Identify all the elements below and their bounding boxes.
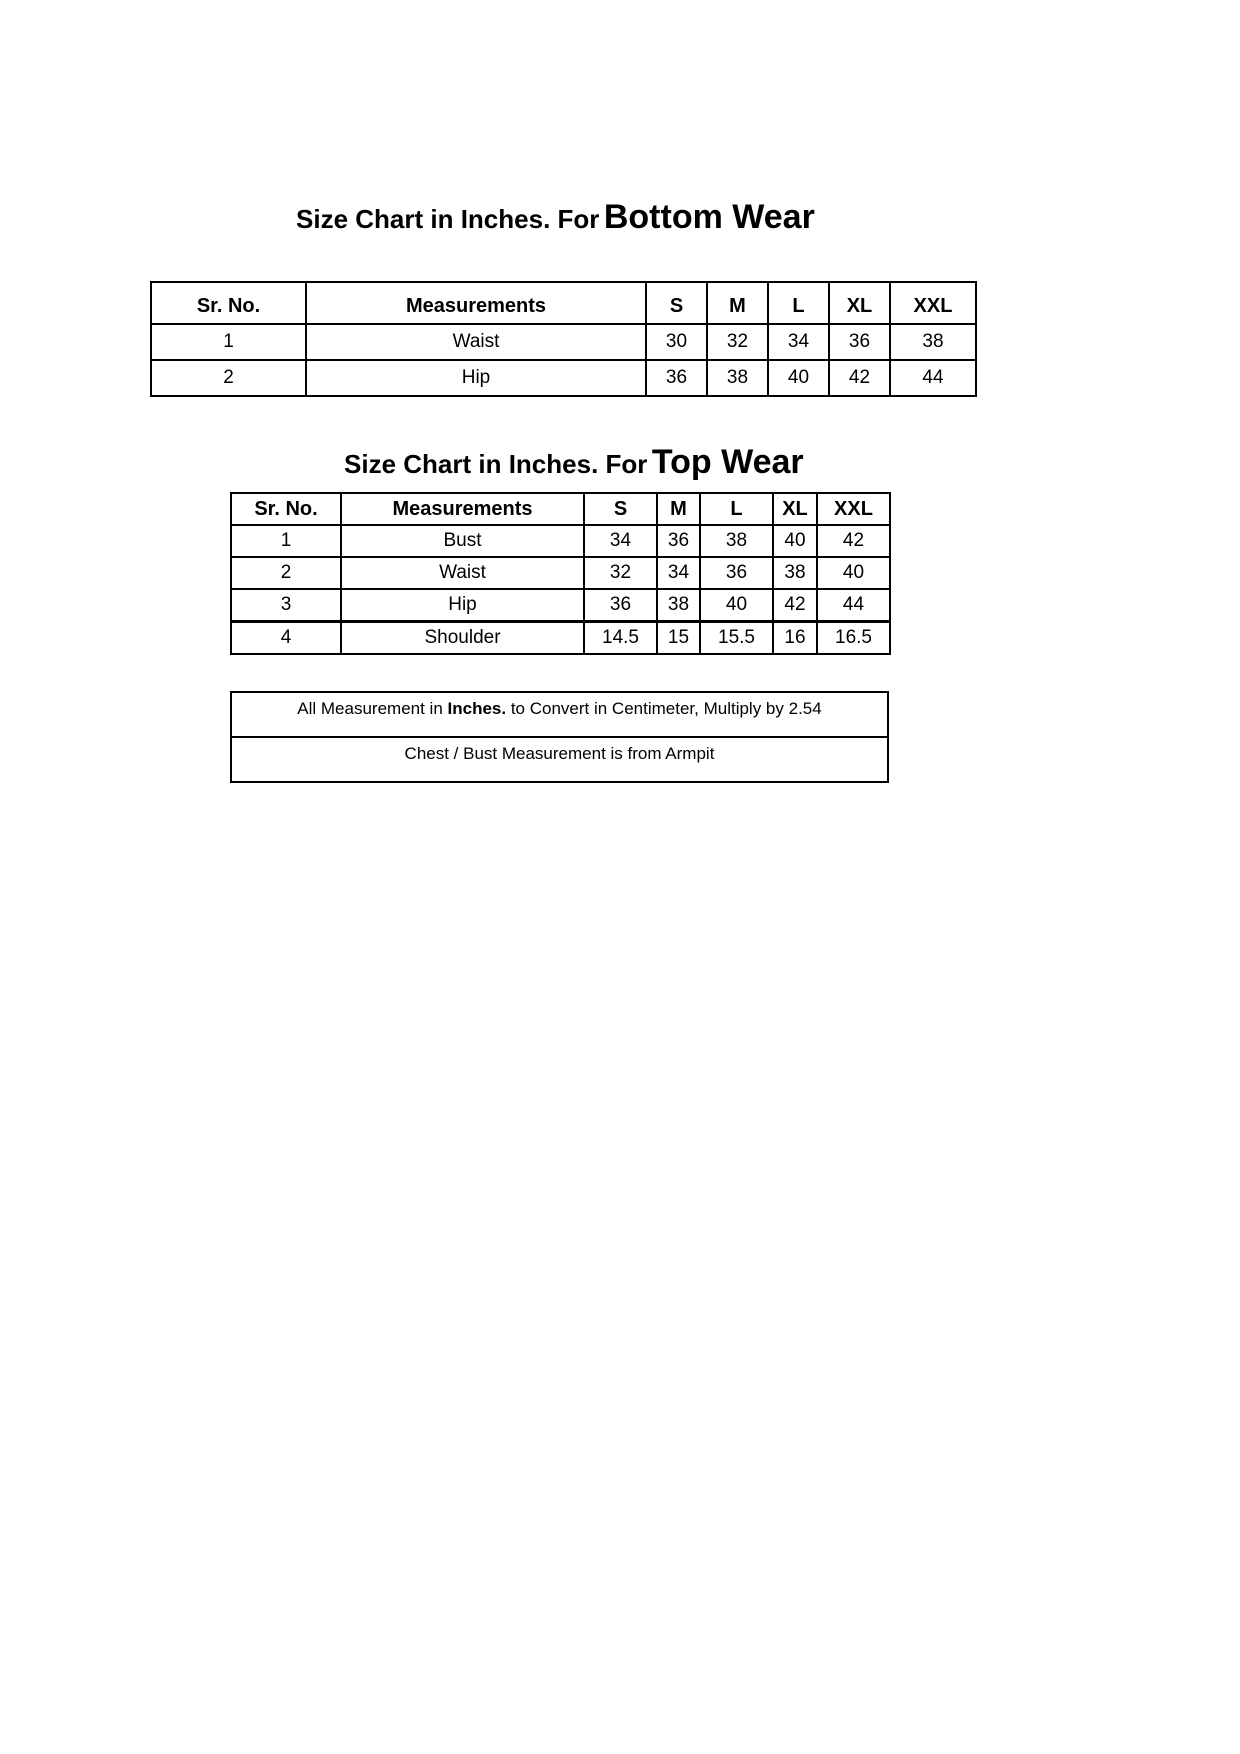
cell-size-l: 36: [700, 557, 773, 589]
bottom-wear-title: [296, 198, 1240, 237]
cell-size-l: 40: [768, 360, 829, 396]
cell-sr-no: 2: [151, 360, 306, 396]
cell-size-xl: 42: [773, 589, 817, 622]
cell-sr-no: 4: [231, 622, 341, 655]
cell-size-s: 14.5: [584, 622, 657, 655]
top-wear-title: [344, 443, 1240, 482]
header-size-xl: XL: [829, 282, 890, 324]
header-size-l: L: [700, 493, 773, 525]
header-sr-no: Sr. No.: [151, 282, 306, 324]
cell-size-m: 38: [707, 360, 768, 396]
cell-size-xl: 38: [773, 557, 817, 589]
cell-size-l: 34: [768, 324, 829, 360]
header-size-s: S: [646, 282, 707, 324]
cell-sr-no: 1: [231, 525, 341, 557]
cell-sr-no: 1: [151, 324, 306, 360]
bottom-wear-title-emphasis: Bottom Wear: [603, 198, 815, 236]
cell-measurement: Waist: [306, 324, 646, 360]
conversion-note-after: to Convert in Centimeter, Multiply by 2.54: [506, 699, 822, 718]
cell-measurement: Waist: [341, 557, 584, 589]
cell-size-l: 40: [700, 589, 773, 622]
table-row: [231, 622, 890, 655]
cell-size-s: 36: [646, 360, 707, 396]
cell-size-m: 32: [707, 324, 768, 360]
table-row: [231, 589, 890, 622]
header-size-s: S: [584, 493, 657, 525]
cell-size-xxl: 44: [890, 360, 976, 396]
cell-size-xxl: 42: [817, 525, 890, 557]
table-header-row: [151, 282, 976, 324]
cell-size-m: 15: [657, 622, 700, 655]
table-row: [231, 525, 890, 557]
table-header-row: [231, 493, 890, 525]
top-wear-title-prefix: Size Chart in Inches. For: [344, 449, 648, 479]
conversion-note-unit: Inches.: [447, 699, 507, 718]
cell-measurement: Shoulder: [341, 622, 584, 655]
bust-measurement-note: Chest / Bust Measurement is from Armpit: [231, 737, 888, 782]
cell-size-xxl: 16.5: [817, 622, 890, 655]
header-size-m: M: [657, 493, 700, 525]
cell-size-xl: 40: [773, 525, 817, 557]
cell-sr-no: 2: [231, 557, 341, 589]
header-measurements: Measurements: [306, 282, 646, 324]
note-row: [231, 737, 888, 782]
cell-measurement: Bust: [341, 525, 584, 557]
cell-measurement: Hip: [341, 589, 584, 622]
cell-size-s: 36: [584, 589, 657, 622]
cell-size-xl: 36: [829, 324, 890, 360]
cell-size-xxl: 38: [890, 324, 976, 360]
cell-size-xxl: 40: [817, 557, 890, 589]
cell-size-xxl: 44: [817, 589, 890, 622]
cell-size-xl: 42: [829, 360, 890, 396]
cell-size-xl: 16: [773, 622, 817, 655]
header-sr-no: Sr. No.: [231, 493, 341, 525]
header-size-xxl: XXL: [817, 493, 890, 525]
top-wear-size-table: [230, 492, 891, 655]
cell-size-l: 38: [700, 525, 773, 557]
conversion-note-before: All Measurement in: [297, 699, 448, 718]
header-size-xl: XL: [773, 493, 817, 525]
cell-size-s: 32: [584, 557, 657, 589]
cell-size-m: 34: [657, 557, 700, 589]
cell-size-l: 15.5: [700, 622, 773, 655]
note-row: [231, 692, 888, 737]
cell-measurement: Hip: [306, 360, 646, 396]
cell-size-s: 30: [646, 324, 707, 360]
conversion-note: [231, 692, 888, 737]
measurement-notes: [230, 691, 889, 783]
header-size-xxl: XXL: [890, 282, 976, 324]
header-size-m: M: [707, 282, 768, 324]
cell-size-s: 34: [584, 525, 657, 557]
top-wear-title-emphasis: Top Wear: [651, 443, 804, 481]
header-size-l: L: [768, 282, 829, 324]
bottom-wear-size-table: [150, 281, 977, 397]
cell-size-m: 36: [657, 525, 700, 557]
cell-sr-no: 3: [231, 589, 341, 622]
bottom-wear-title-prefix: Size Chart in Inches. For: [296, 204, 600, 234]
cell-size-m: 38: [657, 589, 700, 622]
header-measurements: Measurements: [341, 493, 584, 525]
table-row: [151, 324, 976, 360]
table-row: [231, 557, 890, 589]
table-row: [151, 360, 976, 396]
